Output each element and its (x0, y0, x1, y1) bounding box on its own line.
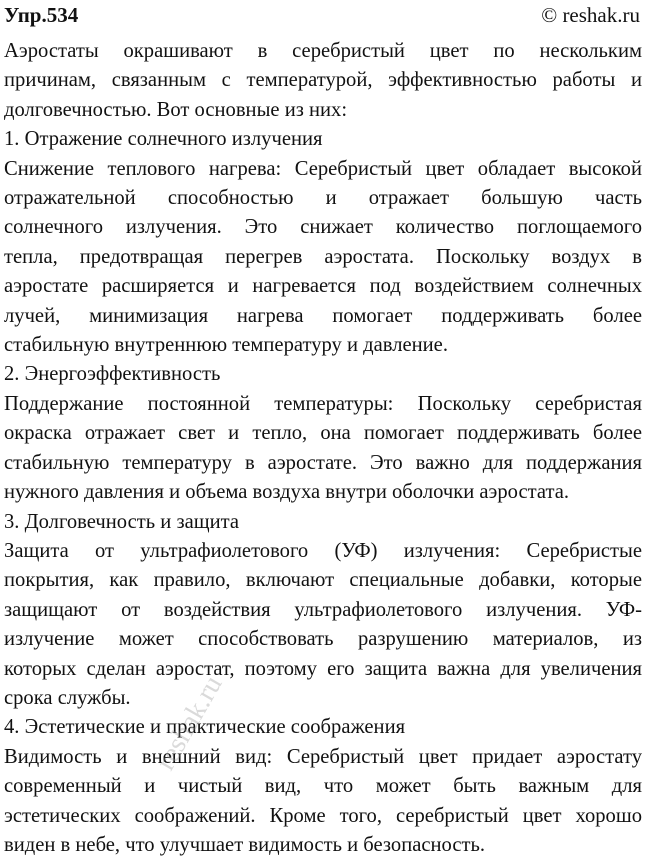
text-line: виден в небе, что улучшает видимость и безопасность. (4, 833, 486, 856)
text-line: 2. Энергоэффективность (4, 363, 221, 386)
text-line: стабильную температуру в аэростате. Это важно для поддержания (4, 451, 642, 474)
text-line: Аэростаты окрашивают в серебристый цвет по нескольким (4, 40, 642, 62)
paragraph (4, 537, 642, 713)
text-line: Снижение теплового нагрева: Серебристый цвет обладает высокой (4, 157, 642, 180)
text-line: современный и чистый вид, что может быть важным для (4, 775, 642, 798)
paragraph (4, 390, 642, 508)
text-line: Видимость и внешний вид: Серебристый цвет придает аэростату (4, 745, 642, 768)
text-line: солнечного излучения. Это снижает количество поглощаемого (4, 216, 642, 239)
text-line: эстетических соображений. Кроме того, серебристый цвет хорошо (4, 804, 642, 827)
answer-text (4, 37, 642, 860)
copyright-text: © reshak.ru (541, 2, 640, 27)
text-line: окраска отражает свет и тепло, она помогает поддерживать более (4, 422, 642, 445)
text-line: которых сделан аэростат, поэтому его защита важна для увеличения (4, 657, 642, 680)
text-line: причинам, связанным с температурой, эффективностью работы и (4, 69, 642, 92)
section-heading (4, 125, 642, 154)
exercise-title: Упр.534 (4, 2, 79, 27)
text-line: 4. Эстетические и практические соображения (4, 716, 406, 739)
text-line: лучей, минимизация нагрева помогает поддерживать более (4, 304, 642, 327)
paragraph (4, 743, 642, 860)
text-line: отражательной способностью и отражает большую часть (4, 187, 642, 210)
text-line: покрытия, как правило, включают специальные добавки, которые (4, 569, 642, 592)
text-line: Защита от ультрафиолетового (УФ) излучения: Серебристые (4, 539, 642, 562)
text-line: аэростате расширяется и нагревается под воздействием солнечных (4, 275, 642, 298)
section-heading (4, 360, 642, 389)
text-line: тепла, предотвращая перегрев аэростата. Поскольку воздух в (4, 245, 642, 268)
text-line: срока службы. (4, 686, 131, 709)
text-line: защищают от воздействия ультрафиолетового излучения. УФ- (4, 598, 642, 621)
paragraph (4, 37, 642, 125)
section-heading (4, 713, 642, 742)
text-line: нужного давления и объема воздуха внутри оболочки аэростата. (4, 481, 570, 504)
text-line: 1. Отражение солнечного излучения (4, 128, 323, 151)
section-heading (4, 508, 642, 537)
text-line: 3. Долговечность и защита (4, 510, 239, 533)
text-line: стабильную внутреннюю температуру и давление. (4, 334, 448, 357)
text-line: излучение может способствовать разрушению материалов, из (4, 628, 642, 651)
paragraph (4, 155, 642, 361)
text-line: Поддержание постоянной температуры: Поскольку серебристая (4, 392, 642, 415)
watermark: reshak.ru (150, 670, 229, 776)
page-header (4, 0, 640, 30)
text-line: долговечностью. Вот основные из них: (4, 98, 348, 121)
